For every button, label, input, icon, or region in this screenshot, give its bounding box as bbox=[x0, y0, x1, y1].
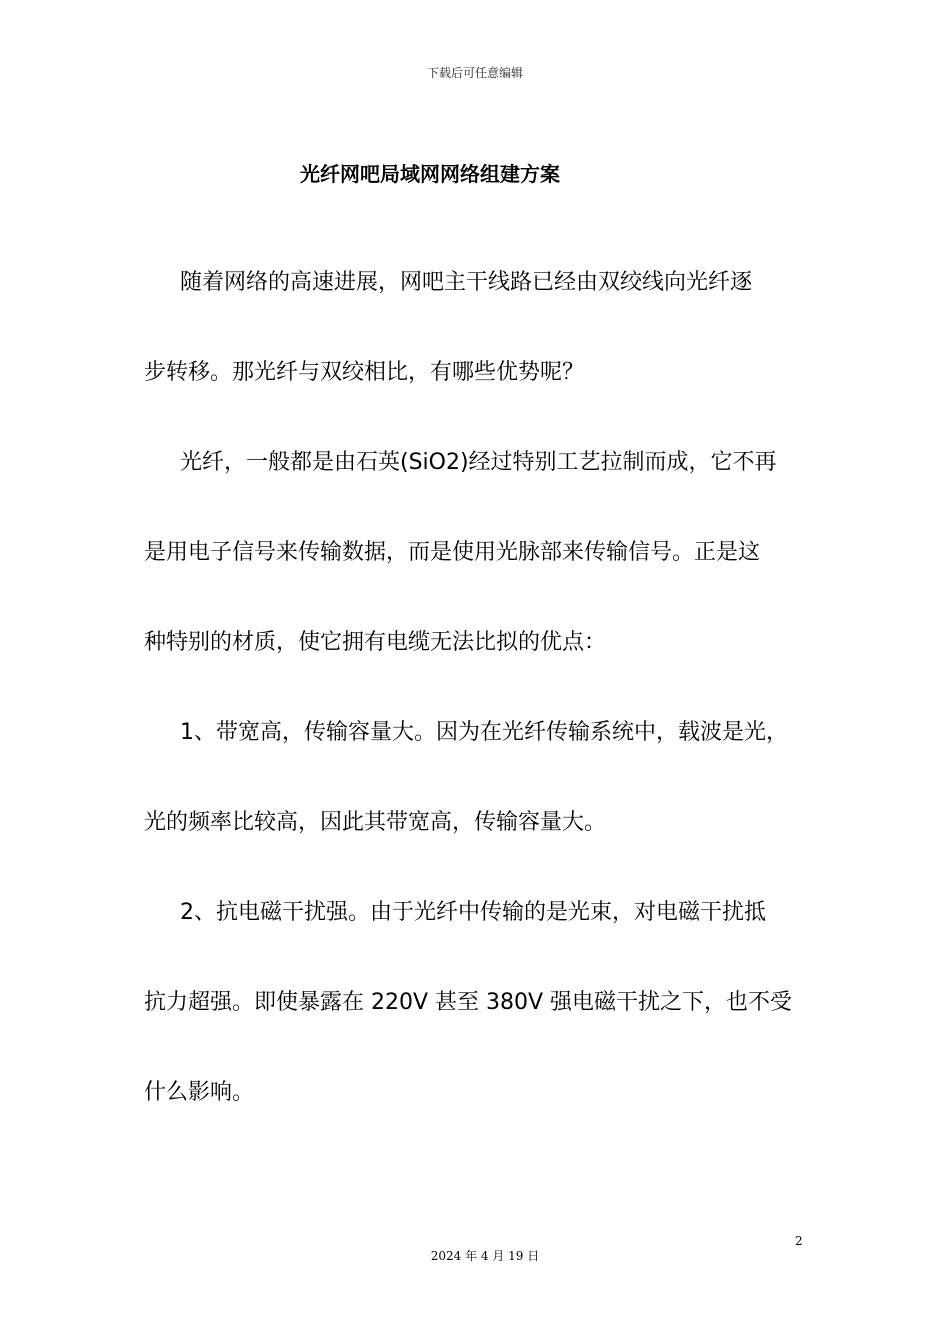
paragraph-advantage-2 bbox=[144, 868, 810, 1138]
paragraph-line: 什么影响。 bbox=[144, 1080, 255, 1105]
paragraph-line: 是用电子信号来传输数据，而是使用光脉部来传输信号。正是这 bbox=[144, 540, 761, 565]
paragraph-advantage-1 bbox=[144, 688, 810, 868]
page-footer-date: 2024 年 4 月 19 日 bbox=[430, 1249, 540, 1263]
page-header: 下载后可任意编辑 bbox=[426, 66, 523, 80]
paragraph-line: 种特别的材质，使它拥有电缆无法比拟的优点： bbox=[144, 630, 607, 655]
paragraph-intro bbox=[144, 238, 810, 418]
document-title: 光纤网吧局域网网络组建方案 bbox=[300, 162, 560, 186]
document-body bbox=[144, 238, 810, 1138]
paragraph-fiber-definition bbox=[144, 418, 810, 688]
paragraph-line: 光的频率比较高，因此其带宽高，传输容量大。 bbox=[144, 810, 607, 835]
paragraph-line: 随着网络的高速进展，网吧主干线路已经由双绞线向光纤逐 bbox=[180, 270, 753, 295]
paragraph-line: 抗力超强。即使暴露在 220V 甚至 380V 强电磁干扰之下，也不受 bbox=[144, 990, 793, 1015]
page-number: 2 bbox=[795, 1234, 803, 1248]
paragraph-line: 光纤，一般都是由石英(SiO2)经过特别工艺拉制而成，它不再 bbox=[180, 450, 777, 475]
paragraph-line: 2、抗电磁干扰强。由于光纤中传输的是光束，对电磁干扰抵 bbox=[180, 900, 766, 925]
paragraph-line: 1、带宽高，传输容量大。因为在光纤传输系统中，载波是光， bbox=[180, 720, 788, 745]
paragraph-line: 步转移。那光纤与双绞相比，有哪些优势呢？ bbox=[144, 360, 585, 385]
